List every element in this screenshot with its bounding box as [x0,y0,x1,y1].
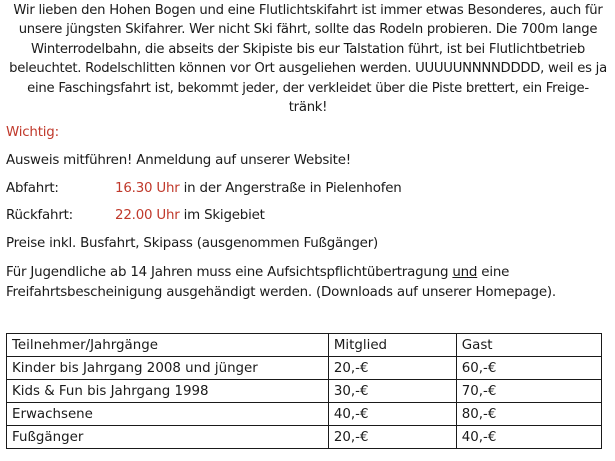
return-time: 22.00 Uhr [115,208,180,223]
intro-line: Wir lieben den Hohen Bogen und eine Flutlichtskifahrt ist immer etwas Besonderes, auch für [13,3,603,18]
table-cell-guest-price: 40,-€ [456,426,601,449]
intro-paragraph [8,1,608,117]
table-cell-member-price: 30,-€ [328,380,456,403]
return-label: Rückfahrt: [6,208,73,223]
intro-line: unsere jüngsten Skifahrer. Wer nicht Ski fährt, sollte das Rodeln probieren. Die 700m lange [18,22,598,38]
table-row [7,426,602,449]
table-cell-member-price: 20,-€ [328,357,456,380]
intro-line: Winterrodelbahn, die abseits der Skipiste bis eur Talstation führt, ist bei Flutlichtbetrieb [30,41,586,57]
table-cell-category: Kids & Fun bis Jahrgang 1998 [7,380,329,403]
table-cell-member-price: 40,-€ [328,403,456,426]
price-table [6,333,602,449]
intro-line: beleuchtet. Rodelschlitten können vor Ort ausgeliehen werden. UUUUUNNNNDDDD, weil es ja [9,61,607,77]
departure-line [6,181,402,196]
youth-notice-text: Für Jugendliche ab 14 Jahren muss eine Aufsichtspflichtübertragung [6,265,453,280]
youth-notice-text-end: eine [477,265,510,280]
return-line [6,208,265,223]
column-header-member: Mitglied [328,334,456,357]
intro-line: tränk! [288,100,328,116]
column-header-guest: Gast [456,334,601,357]
return-location: im Skigebiet [179,208,265,223]
intro-line: eine Faschingsfahrt ist, bekommt jeder, der verkleidet über die Piste brettert, ein Freige- [27,80,589,96]
table-row [7,380,602,403]
table-cell-guest-price: 60,-€ [456,357,601,380]
table-cell-guest-price: 80,-€ [456,403,601,426]
youth-notice-line-2: Freifahrtsbescheinigung ausgehändigt werden. (Downloads auf unserer Homepage). [6,285,556,300]
youth-notice-underlined: und [452,265,478,280]
table-cell-member-price: 20,-€ [328,426,456,449]
table-cell-guest-price: 70,-€ [456,380,601,403]
table-cell-category: Fußgänger [7,426,329,449]
table-cell-category: Erwachsene [7,403,329,426]
id-notice: Ausweis mitführen! Anmeldung auf unserer Website! [6,153,351,168]
table-row [7,403,602,426]
price-notice: Preise inkl. Busfahrt, Skipass (ausgenommen Fußgänger) [6,236,379,251]
departure-location: in der Angerstraße in Pielenhofen [179,181,402,196]
table-header-row [7,334,602,357]
departure-time: 16.30 Uhr [115,181,180,196]
table-row [7,357,602,380]
important-heading: Wichtig: [6,125,59,140]
column-header-participants: Teilnehmer/Jahrgänge [7,334,329,357]
table-cell-category: Kinder bis Jahrgang 2008 und jünger [7,357,329,380]
departure-label: Abfahrt: [6,181,59,196]
youth-notice-line-1 [6,265,509,280]
